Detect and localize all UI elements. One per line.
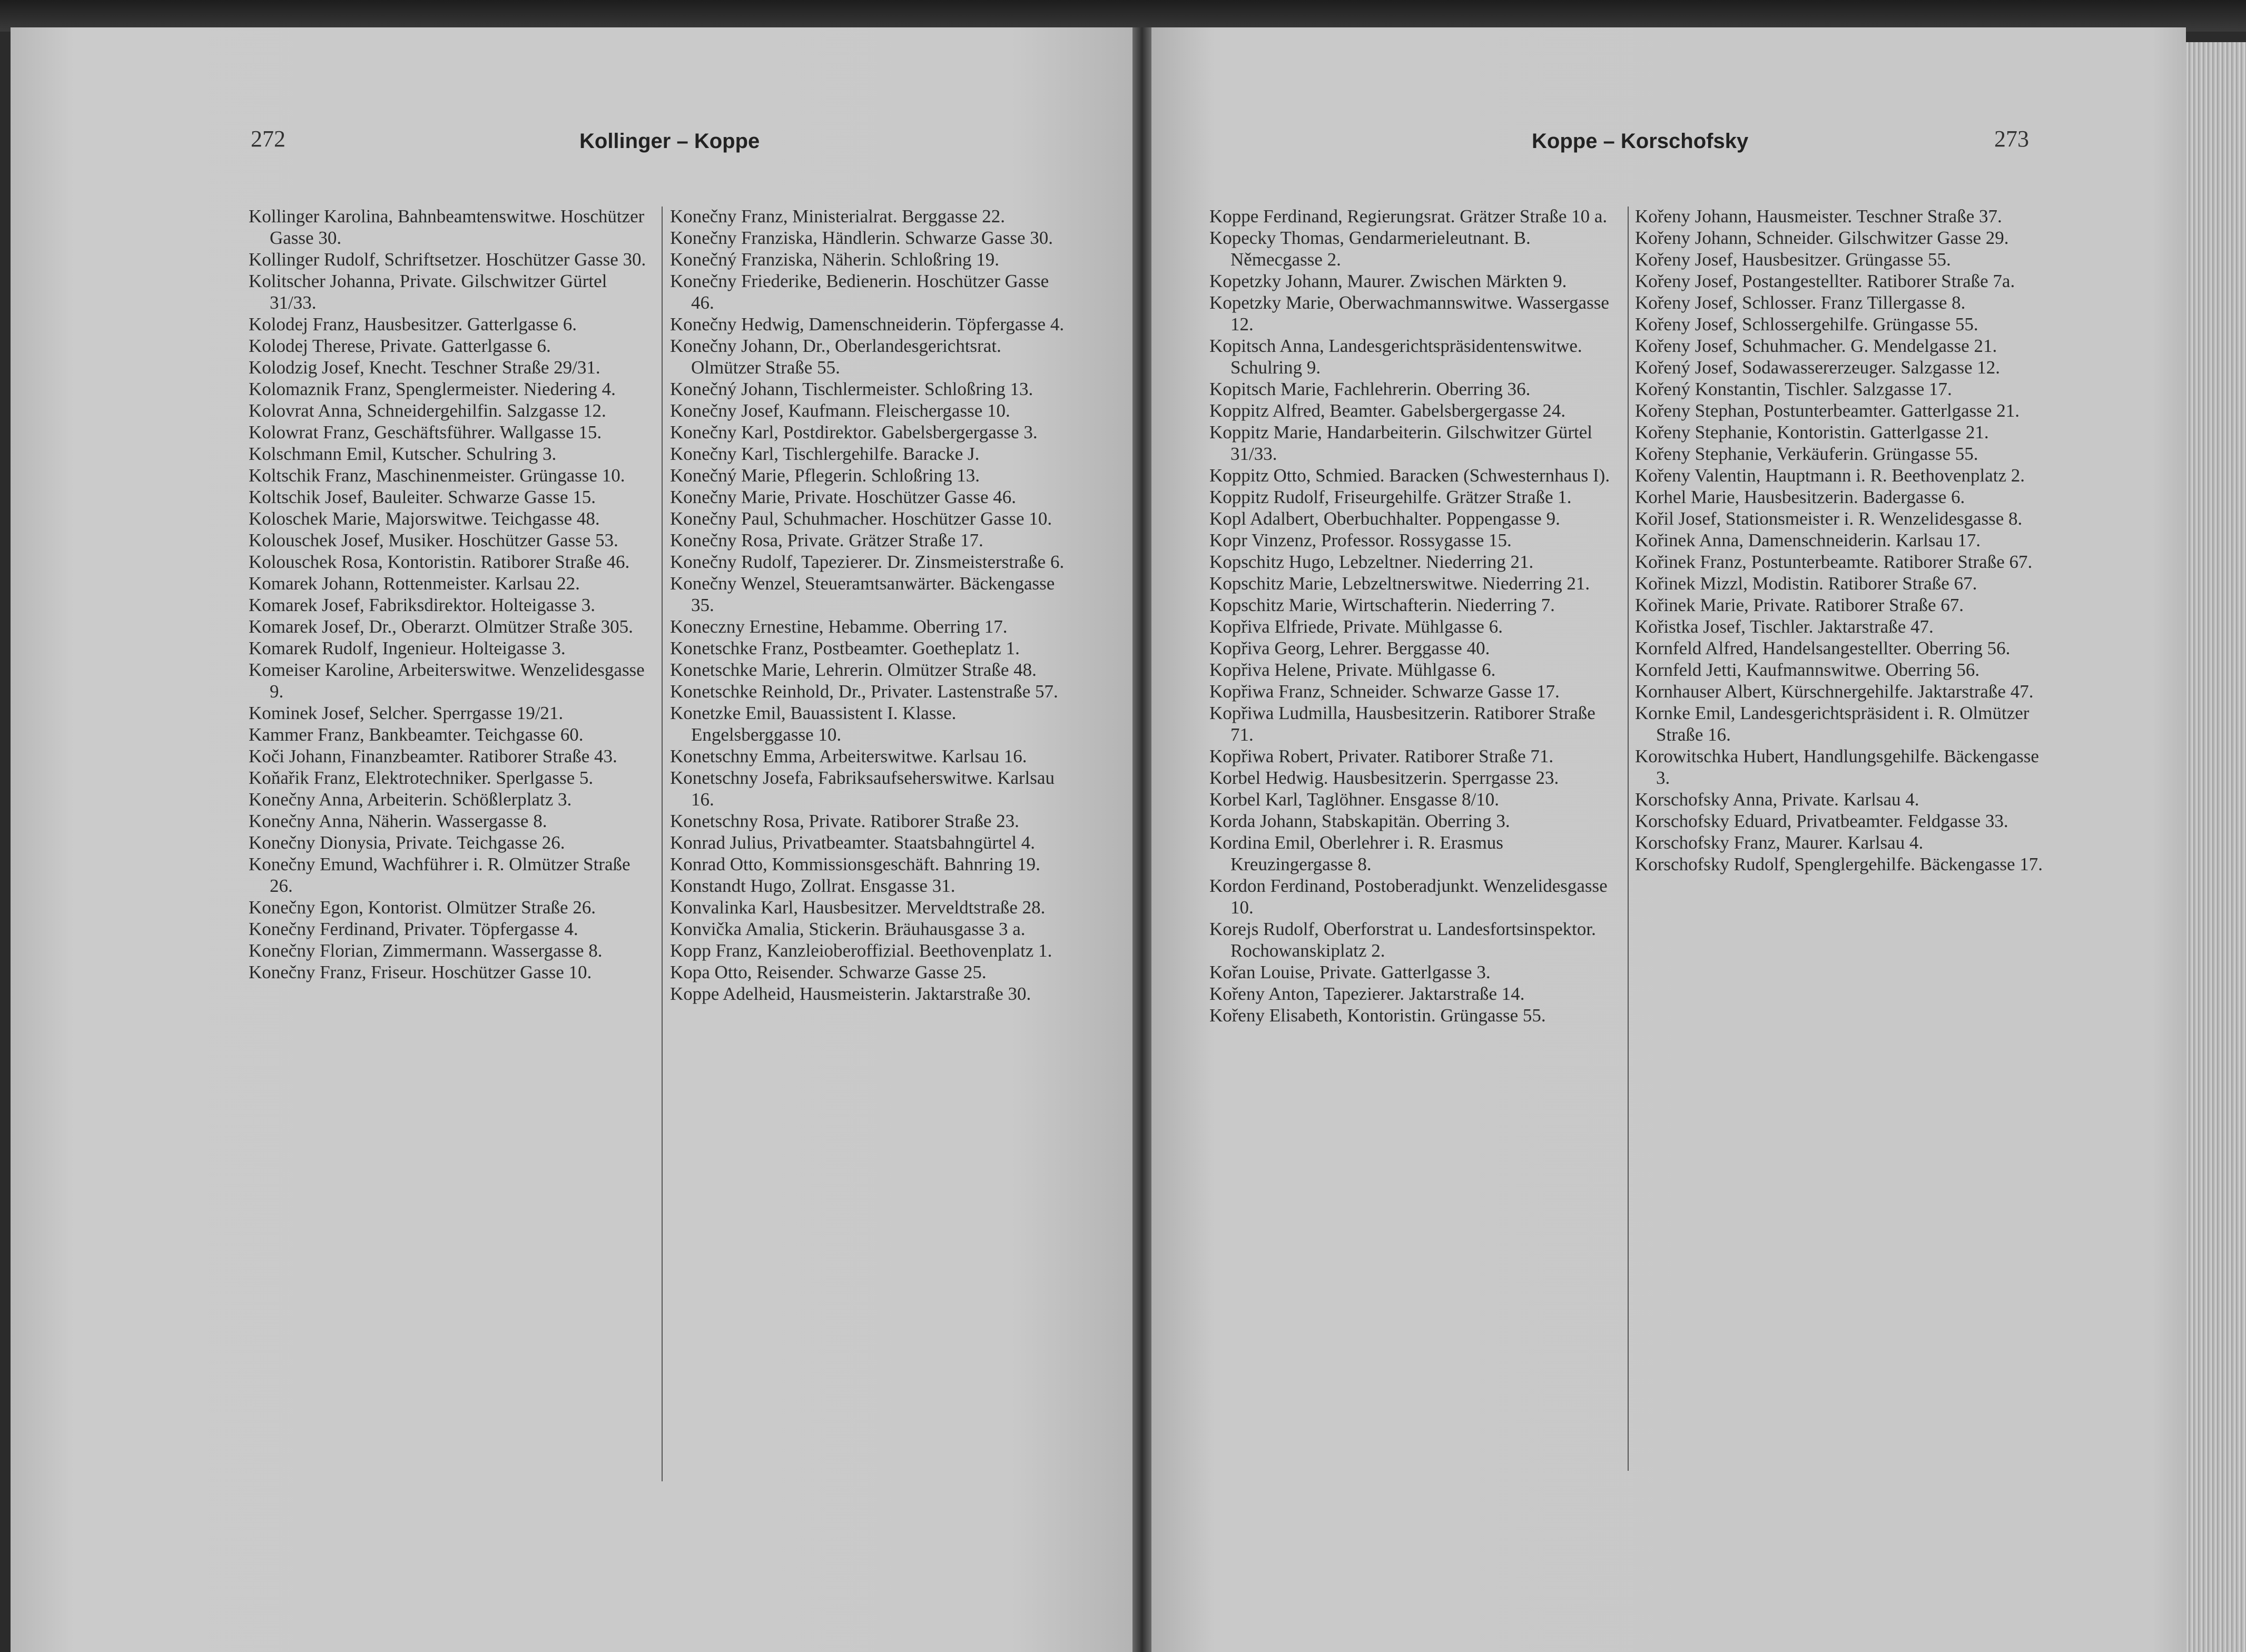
directory-entry: Koppe Ferdinand, Regierungsrat. Grätzer Straße 10 a. — [1209, 206, 1608, 227]
directory-entry: Konetschke Franz, Postbeamter. Goetheplatz 1. — [670, 638, 1020, 658]
directory-entry: Konečny Anna, Arbeiterin. Schößlerplatz 3. — [249, 789, 572, 810]
directory-entry: Kořeny Josef, Schlossergehilfe. Grüngasse 55. — [1635, 314, 1978, 335]
directory-entry: Kopschitz Marie, Wirtschafterin. Niederring 7. — [1209, 595, 1555, 615]
left-column-divider — [662, 206, 663, 1481]
directory-entry: Konečny Dionysia, Private. Teichgasse 26. — [249, 832, 565, 853]
directory-entry: Konrad Julius, Privatbeamter. Staatsbahngürtel 4. — [670, 832, 1036, 853]
left-running-head: Kollinger – Koppe — [579, 130, 760, 153]
directory-entry: Kořinek Anna, Damenschneiderin. Karlsau 17. — [1635, 530, 1981, 550]
directory-entry: Kopetzky Johann, Maurer. Zwischen Märkten 9. — [1209, 271, 1567, 291]
directory-entry: Konečny Florian, Zimmermann. Wassergasse 8. — [249, 940, 603, 961]
directory-entry: Konvalinka Karl, Hausbesitzer. Merveldtstraße 28. — [670, 897, 1046, 918]
directory-entry: Kořeny Josef, Postangestellter. Ratiborer Straße 7a. — [1635, 271, 2015, 291]
directory-entry: Konečny Wenzel, Steueramtsanwärter. Bäckengasse 35. — [670, 573, 1055, 615]
directory-entry: Kolodej Franz, Hausbesitzer. Gatterlgasse 6. — [249, 314, 577, 335]
directory-entry: Kopecky Thomas, Gendarmerieleutnant. B. Němecgasse 2. — [1209, 228, 1531, 270]
directory-entry: Kolovrat Anna, Schneidergehilfin. Salzgasse 12. — [249, 400, 606, 421]
directory-entry: Koppitz Alfred, Beamter. Gabelsbergergasse 24. — [1209, 400, 1566, 421]
left-column-1 — [249, 205, 649, 983]
directory-entry: Kordina Emil, Oberlehrer i. R. Erasmus Kreuzingergasse 8. — [1209, 832, 1503, 874]
directory-entry: Konečny Franz, Friseur. Hoschützer Gasse 10. — [249, 962, 592, 982]
directory-entry: Kolodzig Josef, Knecht. Teschner Straße 29/31. — [249, 357, 600, 378]
directory-entry: Kornke Emil, Landesgerichtspräsident i. R. Olmützer Straße 16. — [1635, 703, 2030, 745]
directory-entry: Kořistka Josef, Tischler. Jaktarstraße 47. — [1635, 616, 1934, 637]
directory-entry: Konečny Hedwig, Damenschneiderin. Töpfergasse 4. — [670, 314, 1065, 335]
directory-entry: Kořeny Johann, Hausmeister. Teschner Straße 37. — [1635, 206, 2002, 227]
directory-entry: Koppitz Marie, Handarbeiterin. Gilschwitzer Gürtel 31/33. — [1209, 422, 1592, 464]
directory-entry: Koppitz Rudolf, Friseurgehilfe. Grätzer Straße 1. — [1209, 487, 1572, 507]
directory-entry: Kopschitz Marie, Lebzeltnerswitwe. Niederring 21. — [1209, 573, 1590, 594]
right-column-2 — [1635, 205, 2051, 875]
directory-entry: Kopr Vinzenz, Professor. Rossygasse 15. — [1209, 530, 1512, 550]
directory-entry: Konečny Franziska, Händlerin. Schwarze Gasse 30. — [670, 228, 1053, 248]
directory-entry: Korschofsky Anna, Private. Karlsau 4. — [1635, 789, 1919, 810]
directory-entry: Konečny Johann, Dr., Oberlandesgerichtsrat. Olmützer Straße 55. — [670, 336, 1001, 378]
directory-entry: Konetschke Reinhold, Dr., Privater. Lastenstraße 57. — [670, 681, 1058, 702]
directory-entry: Kopřiva Elfriede, Private. Mühlgasse 6. — [1209, 616, 1503, 637]
directory-entry: Koppitz Otto, Schmied. Baracken (Schwesternhaus I). — [1209, 465, 1610, 486]
directory-entry: Kopitsch Marie, Fachlehrerin. Oberring 36. — [1209, 379, 1531, 399]
directory-entry: Kopp Franz, Kanzleioberoffizial. Beethovenplatz 1. — [670, 940, 1052, 961]
directory-entry: Korowitschka Hubert, Handlungsgehilfe. Bäckengasse 3. — [1635, 746, 2039, 788]
directory-entry: Konečny Rudolf, Tapezierer. Dr. Zinsmeisterstraße 6. — [670, 552, 1065, 572]
directory-entry: Kordon Ferdinand, Postoberadjunkt. Wenzelidesgasse 10. — [1209, 876, 1608, 918]
right-running-head: Koppe – Korschofsky — [1532, 130, 1749, 153]
directory-entry: Konečný Marie, Pflegerin. Schloßring 13. — [670, 465, 980, 486]
directory-entry: Koltschik Franz, Maschinenmeister. Grüngasse 10. — [249, 465, 625, 486]
right-page-header — [1151, 125, 2186, 173]
right-page — [1151, 27, 2186, 1652]
directory-entry: Konečny Franz, Ministerialrat. Berggasse 22. — [670, 206, 1005, 227]
right-column-divider — [1628, 206, 1629, 1471]
directory-entry: Kollinger Karolina, Bahnbeamtenswitwe. Hoschützer Gasse 30. — [249, 206, 645, 248]
directory-entry: Konečny Friederike, Bedienerin. Hoschützer Gasse 46. — [670, 271, 1049, 313]
directory-entry: Kollinger Rudolf, Schriftsetzer. Hoschützer Gasse 30. — [249, 249, 646, 270]
directory-entry: Konečny Karl, Postdirektor. Gabelsbergergasse 3. — [670, 422, 1038, 442]
left-page-number: 272 — [251, 126, 285, 152]
directory-entry: Komarek Josef, Dr., Oberarzt. Olmützer Straße 305. — [249, 616, 633, 637]
directory-entry: Kořeny Josef, Schuhmacher. G. Mendelgasse 21. — [1635, 336, 1997, 356]
directory-entry: Konetzke Emil, Bauassistent I. Klasse. Engelsberggasse 10. — [670, 703, 957, 745]
directory-entry: Korda Johann, Stabskapitän. Oberring 3. — [1209, 811, 1510, 831]
directory-entry: Komeiser Karoline, Arbeiterswitwe. Wenzelidesgasse 9. — [249, 660, 645, 702]
directory-entry: Kořeny Josef, Hausbesitzer. Grüngasse 55. — [1635, 249, 1951, 270]
directory-entry: Kolodej Therese, Private. Gatterlgasse 6. — [249, 336, 551, 356]
directory-entry: Koneczny Ernestine, Hebamme. Oberring 17. — [670, 616, 1008, 637]
directory-entry: Kopřiva Helene, Private. Mühlgasse 6. — [1209, 660, 1496, 680]
directory-entry: Konvička Amalia, Stickerin. Bräuhausgasse 3 a. — [670, 919, 1026, 939]
directory-entry: Komarek Johann, Rottenmeister. Karlsau 22. — [249, 573, 580, 594]
directory-entry: Kořan Louise, Private. Gatterlgasse 3. — [1209, 962, 1491, 982]
directory-entry: Konstandt Hugo, Zollrat. Ensgasse 31. — [670, 876, 955, 896]
directory-entry: Korschofsky Rudolf, Spenglergehilfe. Bäckengasse 17. — [1635, 854, 2043, 874]
left-column-2 — [670, 205, 1070, 1005]
directory-entry: Kořený Josef, Sodawassererzeuger. Salzgasse 12. — [1635, 357, 2000, 378]
directory-entry: Kořeny Anton, Tapezierer. Jaktarstraße 14. — [1209, 984, 1525, 1004]
directory-entry: Kolouschek Rosa, Kontoristin. Ratiborer Straße 46. — [249, 552, 630, 572]
page-edges — [2186, 42, 2246, 1652]
directory-entry: Koppe Adelheid, Hausmeisterin. Jaktarstraße 30. — [670, 984, 1031, 1004]
directory-entry: Kopa Otto, Reisender. Schwarze Gasse 25. — [670, 962, 987, 982]
directory-entry: Konetschny Emma, Arbeiterswitwe. Karlsau 16. — [670, 746, 1027, 766]
directory-entry: Konečný Johann, Tischlermeister. Schloßring 13. — [670, 379, 1033, 399]
right-column-1 — [1209, 205, 1620, 1026]
directory-entry: Kopl Adalbert, Oberbuchhalter. Poppengasse 9. — [1209, 508, 1560, 529]
directory-entry: Koloschek Marie, Majorswitwe. Teichgasse 48. — [249, 508, 600, 529]
directory-entry: Kopřiwa Franz, Schneider. Schwarze Gasse 17. — [1209, 681, 1560, 702]
directory-entry: Kořeny Elisabeth, Kontoristin. Grüngasse 55. — [1209, 1005, 1546, 1026]
directory-entry: Kolschmann Emil, Kutscher. Schulring 3. — [249, 444, 557, 464]
directory-entry: Kolowrat Franz, Geschäftsführer. Wallgasse 15. — [249, 422, 602, 442]
directory-entry: Kopřiva Georg, Lehrer. Berggasse 40. — [1209, 638, 1490, 658]
left-page-header — [11, 125, 1132, 173]
directory-entry: Kolouschek Josef, Musiker. Hoschützer Gasse 53. — [249, 530, 618, 550]
directory-entry: Konečný Franziska, Näherin. Schloßring 19. — [670, 249, 999, 270]
directory-entry: Kořeny Johann, Schneider. Gilschwitzer Gasse 29. — [1635, 228, 2009, 248]
directory-entry: Korejs Rudolf, Oberforstrat u. Landesfortsinspektor. Rochowanskiplatz 2. — [1209, 919, 1596, 961]
directory-entry: Kopitsch Anna, Landesgerichtspräsidentenswitwe. Schulring 9. — [1209, 336, 1582, 378]
directory-entry: Kornhauser Albert, Kürschnergehilfe. Jaktarstraße 47. — [1635, 681, 2034, 702]
directory-entry: Korschofsky Eduard, Privatbeamter. Feldgasse 33. — [1635, 811, 2008, 831]
directory-entry: Kořinek Mizzl, Modistin. Ratiborer Straße 67. — [1635, 573, 1977, 594]
directory-entry: Koltschik Josef, Bauleiter. Schwarze Gasse 15. — [249, 487, 596, 507]
directory-entry: Korbel Karl, Taglöhner. Ensgasse 8/10. — [1209, 789, 1499, 810]
directory-entry: Koči Johann, Finanzbeamter. Ratiborer Straße 43. — [249, 746, 617, 766]
directory-entry: Konečny Ferdinand, Privater. Töpfergasse 4. — [249, 919, 578, 939]
directory-entry: Kořený Konstantin, Tischler. Salzgasse 17. — [1635, 379, 1952, 399]
directory-entry: Konečny Emund, Wachführer i. R. Olmützer Straße 26. — [249, 854, 631, 896]
directory-entry: Konečny Josef, Kaufmann. Fleischergasse 10. — [670, 400, 1010, 421]
directory-entry: Konetschny Rosa, Private. Ratiborer Straße 23. — [670, 811, 1019, 831]
left-page — [11, 27, 1132, 1652]
directory-entry: Kammer Franz, Bankbeamter. Teichgasse 60. — [249, 724, 584, 745]
directory-entry: Konrad Otto, Kommissionsgeschäft. Bahnring 19. — [670, 854, 1040, 874]
book-gutter — [1132, 27, 1151, 1652]
directory-entry: Korhel Marie, Hausbesitzerin. Badergasse 6. — [1635, 487, 1965, 507]
directory-entry: Komarek Josef, Fabriksdirektor. Holteigasse 3. — [249, 595, 596, 615]
directory-entry: Komarek Rudolf, Ingenieur. Holteigasse 3. — [249, 638, 566, 658]
directory-entry: Kořeny Stephanie, Verkäuferin. Grüngasse 55. — [1635, 444, 1978, 464]
directory-entry: Konečny Egon, Kontorist. Olmützer Straße 26. — [249, 897, 596, 918]
directory-entry: Kořeny Valentin, Hauptmann i. R. Beethovenplatz 2. — [1635, 465, 2025, 486]
directory-entry: Kornfeld Alfred, Handelsangestellter. Oberring 56. — [1635, 638, 2011, 658]
directory-entry: Kolitscher Johanna, Private. Gilschwitzer Gürtel 31/33. — [249, 271, 607, 313]
directory-entry: Konečny Marie, Private. Hoschützer Gasse 46. — [670, 487, 1017, 507]
directory-entry: Kořeny Stephanie, Kontoristin. Gatterlgasse 21. — [1635, 422, 1989, 442]
directory-entry: Kopschitz Hugo, Lebzeltner. Niederring 21. — [1209, 552, 1534, 572]
directory-entry: Koňařik Franz, Elektrotechniker. Sperlgasse 5. — [249, 768, 594, 788]
directory-entry: Konečny Karl, Tischlergehilfe. Baracke J. — [670, 444, 980, 464]
directory-entry: Kořeny Josef, Schlosser. Franz Tillergasse 8. — [1635, 292, 1966, 313]
scan-top-strip — [0, 0, 2246, 32]
directory-entry: Kornfeld Jetti, Kaufmannswitwe. Oberring 56. — [1635, 660, 1980, 680]
directory-entry: Kominek Josef, Selcher. Sperrgasse 19/21. — [249, 703, 564, 723]
directory-entry: Konetschke Marie, Lehrerin. Olmützer Straße 48. — [670, 660, 1037, 680]
directory-entry: Konetschny Josefa, Fabriksaufseherswitwe. Karlsau 16. — [670, 768, 1055, 810]
directory-entry: Kořil Josef, Stationsmeister i. R. Wenzelidesgasse 8. — [1635, 508, 2023, 529]
directory-entry: Konečny Anna, Näherin. Wassergasse 8. — [249, 811, 547, 831]
directory-entry: Kopetzky Marie, Oberwachmannswitwe. Wassergasse 12. — [1209, 292, 1609, 335]
directory-entry: Kořinek Franz, Postunterbeamte. Ratiborer Straße 67. — [1635, 552, 2033, 572]
directory-entry: Kopřiwa Ludmilla, Hausbesitzerin. Ratiborer Straße 71. — [1209, 703, 1595, 745]
right-page-number: 273 — [1994, 126, 2029, 152]
directory-entry: Korbel Hedwig. Hausbesitzerin. Sperrgasse 23. — [1209, 768, 1559, 788]
directory-entry: Kopřiwa Robert, Privater. Ratiborer Straße 71. — [1209, 746, 1554, 766]
directory-entry: Korschofsky Franz, Maurer. Karlsau 4. — [1635, 832, 1924, 853]
directory-entry: Kolomaznik Franz, Spenglermeister. Niedering 4. — [249, 379, 616, 399]
directory-entry: Konečny Paul, Schuhmacher. Hoschützer Gasse 10. — [670, 508, 1052, 529]
directory-entry: Konečny Rosa, Private. Grätzer Straße 17. — [670, 530, 983, 550]
directory-entry: Kořinek Marie, Private. Ratiborer Straße 67. — [1635, 595, 1964, 615]
directory-entry: Kořeny Stephan, Postunterbeamter. Gatterlgasse 21. — [1635, 400, 2020, 421]
